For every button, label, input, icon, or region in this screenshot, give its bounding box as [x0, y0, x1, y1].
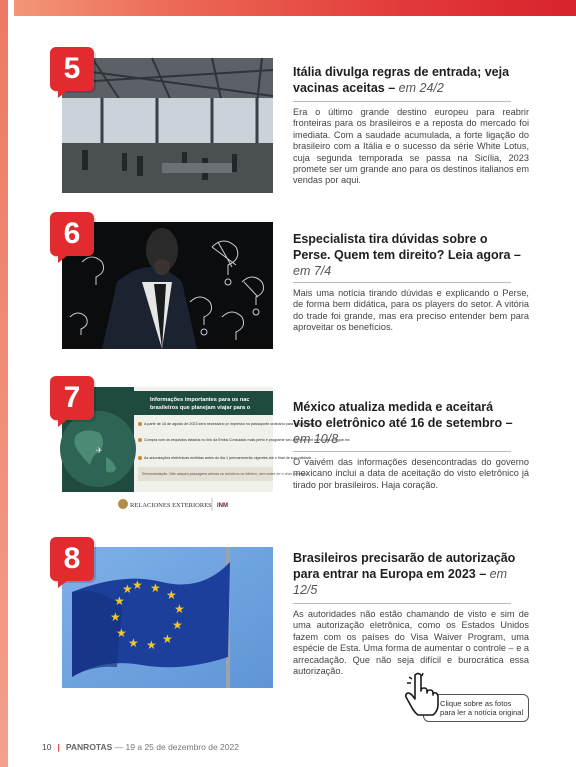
svg-text:★: ★ — [146, 638, 157, 652]
hint-line-1: Clique sobre as fotos — [440, 699, 512, 708]
article-5-body: Era o último grande destino europeu para reabrir fronteiras para os brasileiros e a reposta do mercado foi imediata. Com a saudade acumulada, a forte ligação do brasileiro com a Itália e o sucesso da série White Lotus, cuja segunda temporada se passa na Sicília, 2023 promete ser um grande ano para os destinos italianos em vendas por aqui. — [293, 107, 529, 186]
top-accent-bar — [0, 0, 576, 16]
svg-text:★: ★ — [128, 636, 139, 650]
left-accent-strip — [0, 0, 14, 767]
divider — [293, 101, 511, 102]
headline-dash: – — [388, 81, 396, 95]
headline-text: Especialista tira dúvidas sobre o Perse. Quem tem direito? Leia agora — [293, 232, 511, 262]
svg-text:★: ★ — [116, 626, 127, 640]
svg-text:★: ★ — [114, 594, 125, 608]
infographic-footer-left: RELACIONES EXTERIORES — [130, 502, 212, 509]
article-8-headline[interactable] — [293, 550, 525, 598]
page-number: 10 — [42, 742, 52, 752]
article-date: em 7/4 — [293, 264, 332, 278]
headline-text: Brasileiros precisarão de autorização para entrar na Europa em 2023 — [293, 551, 516, 581]
svg-text:★: ★ — [174, 602, 185, 616]
headline-dash: – — [479, 567, 487, 581]
headline-text: Itália divulga regras de entrada; veja vacinas aceitas — [293, 65, 510, 95]
article-date: em 24/2 — [398, 81, 444, 95]
article-number-badge: 8 — [50, 537, 94, 581]
article-5-headline[interactable] — [293, 64, 525, 96]
infographic-footer-right: INM — [217, 503, 228, 509]
divider — [293, 282, 511, 283]
article-date: em 12/5 — [293, 567, 508, 597]
svg-text:✈: ✈ — [96, 446, 103, 455]
pointing-hand-icon — [403, 671, 439, 717]
divider — [293, 603, 511, 604]
article-number-badge: 7 — [50, 376, 94, 420]
svg-text:★: ★ — [162, 632, 173, 646]
infographic-bullet-3: As autorizações eletrônicas emitidas antes do dia 1 permanecerão vigentes até o final de sua validade — [144, 456, 312, 460]
infographic-heading-1: Informações importantes para os nac — [150, 397, 250, 403]
svg-text:★: ★ — [122, 582, 133, 596]
svg-text:★: ★ — [110, 610, 121, 624]
divider — [293, 451, 511, 452]
article-date: em 10/8 — [293, 432, 339, 446]
hint-text — [440, 699, 523, 717]
article-7-headline[interactable] — [293, 399, 525, 447]
infographic-bullet-2: Cumpra com os requisitos listados no link da Emba Consulado mais perto e programe seu agendament www.citas.sre.gob.mx — [144, 438, 350, 442]
footer-separator: | — [57, 742, 60, 752]
infographic-recommendation: Recomendação: Não adquira passagens aéreas ou turísticos no México, sem antes ter o visto correspo — [142, 472, 308, 476]
headline-text: México atualiza medida e aceitará visto eletrônico até 16 de setembro — [293, 400, 503, 430]
article-7-body: O vaivém das informações desencontradas do governo mexicano inclui a data de aceitação do visto eletrônico já tirado por brasileiros. Haja coração. — [293, 457, 529, 490]
svg-text:★: ★ — [172, 618, 183, 632]
article-6-headline[interactable] — [293, 231, 525, 279]
headline-dash: – — [513, 248, 521, 262]
svg-text:★: ★ — [150, 581, 161, 595]
issue-date: — 19 a 25 de dezembro de 2022 — [114, 742, 239, 752]
article-6-body: Mais uma notícia tirando dúvidas e explicando o Perse, de forma bem didática, para os players do setor. A vitória do trade foi grande, mas era preciso entender bem para aproveitar os benefícios. — [293, 288, 529, 333]
svg-text:★: ★ — [132, 578, 143, 592]
headline-dash: – — [505, 416, 513, 430]
publication-name: PANROTAS — [65, 742, 113, 752]
svg-text:★: ★ — [166, 588, 177, 602]
article-number-badge: 6 — [50, 212, 94, 256]
article-number-badge: 5 — [50, 47, 94, 91]
infographic-bullet-1: A partir de 18 de agosto de 2023 será necessário pr impresso no passaporte ordinário para viagem para — [144, 422, 315, 426]
infographic-heading-2: brasileiros que planejam viajar para o — [150, 405, 251, 411]
article-8-body: As autoridades não estão chamando de visto e sim de uma autorização eletrônica, como os Estados Unidos fazem com os países do Visa Waiver Program, uma espécie de Esta. Uma forma de aumentar o controle – e a arrecadação. Que não seja difícil e burocrática essa autorização. — [293, 609, 529, 677]
hint-line-2: para ler a notícia original — [440, 708, 524, 717]
page-footer — [42, 742, 239, 752]
